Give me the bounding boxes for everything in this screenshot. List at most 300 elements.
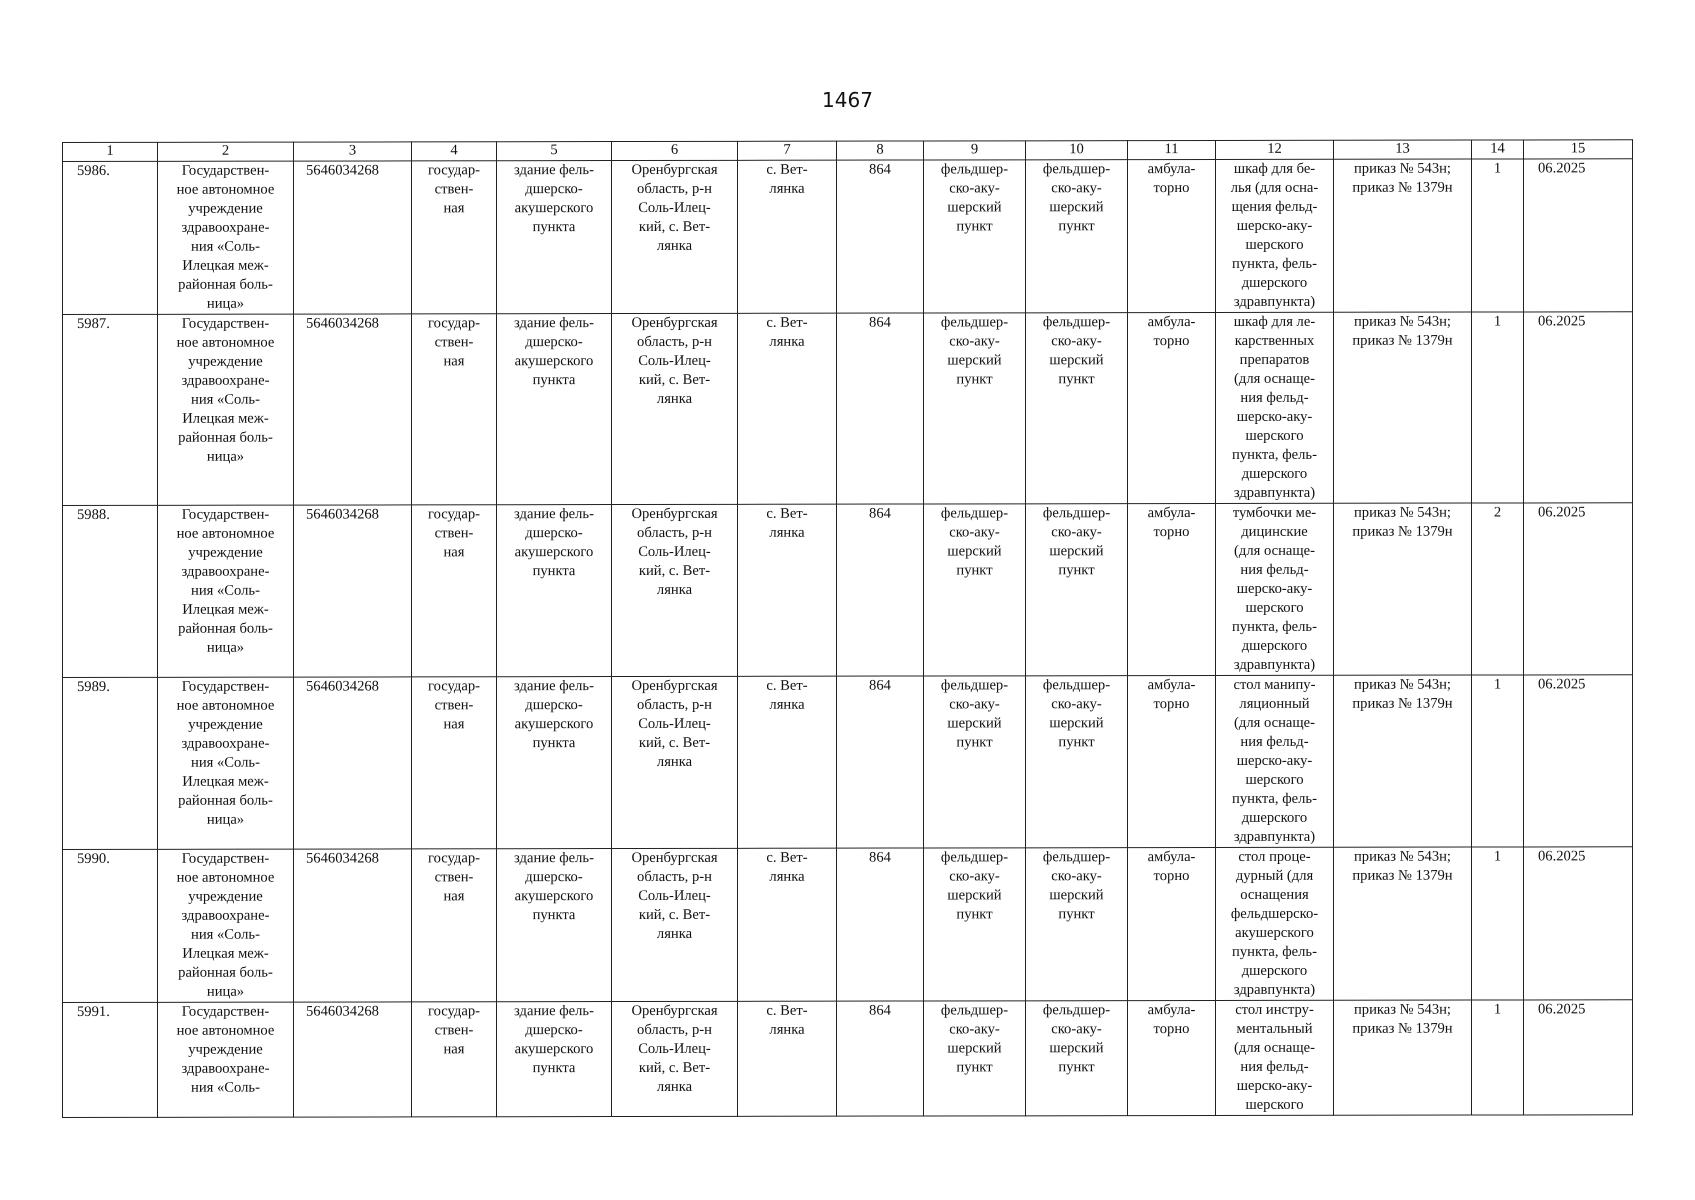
cell-line: государ- [427, 1003, 480, 1020]
ownership-cell [412, 1002, 497, 1117]
settlement-cell [738, 313, 837, 504]
cell-line: дшерско- [525, 869, 583, 886]
cell-line: ное автономное [176, 1022, 275, 1039]
care-form-cell [1128, 312, 1216, 503]
organization-cell [158, 1002, 294, 1117]
cell-line: амбула- [1147, 1002, 1196, 1019]
building-cell [497, 849, 612, 1002]
equipment-cell [1216, 159, 1334, 312]
building-cell [497, 505, 612, 677]
cell-line: ное автономное [176, 869, 275, 886]
ownership-cell [412, 677, 497, 849]
cell-line: ное автономное [176, 697, 275, 714]
cell-line: Илецкая меж- [182, 257, 269, 274]
cell-line: акушерского [514, 716, 594, 733]
cell-line: ная [443, 1041, 465, 1058]
cell-line: ско-аку- [1051, 180, 1102, 197]
inn-cell: 5646034268 [294, 161, 412, 314]
cell-line: ния «Соль- [191, 754, 260, 771]
building-cell [497, 314, 612, 505]
building-cell [497, 677, 612, 849]
cell-line: пункта, фель- [1232, 790, 1317, 807]
cell-line: кий, с. Вет- [638, 562, 711, 579]
cell-line: ствен- [434, 334, 474, 351]
equipment-cell [1216, 1000, 1334, 1115]
table-row [63, 503, 1633, 678]
cell-line: фельдшер- [940, 314, 1009, 331]
cell-line: шерско-аку- [1236, 1077, 1313, 1094]
cell-line: акушерского [514, 353, 594, 370]
cell-line: здравоохране- [181, 735, 270, 752]
facility-subtype-cell [1026, 848, 1128, 1001]
cell-line: ная [443, 544, 465, 561]
facility-type-cell [924, 1001, 1026, 1116]
address-cell [612, 676, 738, 848]
cell-line: ния «Соль- [191, 238, 260, 255]
table-row [63, 675, 1633, 850]
cell-line: пункта, фель- [1232, 255, 1317, 272]
cell-line: ница» [206, 983, 245, 1000]
row-number-cell: 5989. [63, 677, 158, 849]
cell-line: дшерского [1241, 962, 1308, 979]
cell-line: стол проце- [1238, 848, 1311, 865]
facility-type-cell [924, 676, 1026, 848]
cell-line: торно [1153, 868, 1190, 885]
cell-line: дицинские [1241, 523, 1308, 540]
cell-line: с. Вет- [766, 849, 808, 866]
cell-line: здание фель- [514, 1003, 594, 1020]
inn-cell: 5646034268 [294, 314, 412, 505]
cell-line: ния «Соль- [191, 1079, 260, 1096]
cell-line: амбула- [1147, 161, 1196, 178]
cell-line: пункт [956, 371, 993, 388]
order-cell [1334, 1000, 1472, 1115]
care-form-cell [1128, 675, 1216, 847]
cell-line: здравоохране- [181, 372, 270, 389]
column-header: 5 [497, 142, 612, 161]
column-header: 6 [612, 141, 738, 160]
cell-line: ная [443, 353, 465, 370]
cell-line: кий, с. Вет- [638, 1059, 711, 1076]
ownership-cell [412, 505, 497, 677]
cell-line: фельдшер- [1042, 849, 1111, 866]
cell-line: область, р-н [637, 333, 712, 350]
cell-line: Государствен- [181, 162, 270, 179]
cell-line: пункт [1058, 734, 1095, 751]
cell-line: ница» [206, 448, 245, 465]
cell-line: амбула- [1147, 314, 1196, 331]
column-header: 9 [924, 141, 1026, 160]
code-cell: 864 [837, 848, 924, 1001]
quantity-cell: 1 [1472, 1000, 1524, 1115]
cell-line: лянка [769, 696, 805, 713]
cell-line: пункт [956, 1059, 993, 1076]
table-row [63, 159, 1633, 315]
cell-line: ментальный [1236, 1020, 1313, 1037]
cell-line: ско-аку- [949, 524, 1000, 541]
cell-line: торно [1153, 524, 1190, 541]
inn-cell: 5646034268 [294, 1002, 412, 1117]
cell-line: здравпункта) [1233, 981, 1316, 998]
cell-line: пункта, фель- [1232, 446, 1317, 463]
cell-line: Государствен- [181, 850, 270, 867]
facility-subtype-cell [1026, 313, 1128, 504]
cell-line: Оренбургская [631, 161, 718, 179]
cell-line: районная боль- [178, 964, 273, 981]
cell-line: акушерского [514, 200, 594, 217]
cell-line: Оренбургская [631, 849, 718, 867]
cell-line: приказ № 1379н [1352, 1020, 1453, 1037]
cell-line: шкаф для бе- [1233, 160, 1316, 177]
cell-line: Оренбургская [631, 1002, 718, 1020]
quantity-cell: 1 [1472, 159, 1524, 312]
cell-line: шерского [1245, 771, 1304, 788]
cell-line: ско-аку- [1051, 524, 1102, 541]
cell-line: шерского [1245, 427, 1304, 444]
ownership-cell [412, 314, 497, 505]
cell-line: шкаф для ле- [1233, 313, 1316, 330]
cell-line: ния фельд- [1240, 389, 1309, 406]
cell-line: Оренбургская [631, 677, 718, 695]
address-cell [612, 313, 738, 504]
organization-cell [158, 505, 294, 677]
cell-line: ния «Соль- [191, 582, 260, 599]
cell-line: здание фель- [514, 162, 594, 179]
care-form-cell [1128, 503, 1216, 675]
cell-line: здание фель- [514, 315, 594, 332]
cell-line: тумбочки ме- [1232, 504, 1317, 521]
cell-line: шерский [947, 1040, 1002, 1057]
column-header: 13 [1334, 140, 1472, 159]
row-number-cell: 5991. [63, 1002, 158, 1117]
equipment-cell [1216, 312, 1334, 503]
cell-line: ско-аку- [949, 180, 1000, 197]
row-number-cell: 5990. [63, 849, 158, 1002]
settlement-cell [738, 160, 837, 313]
cell-line: учреждение [188, 1041, 263, 1058]
cell-line: ствен- [434, 181, 474, 198]
code-cell: 864 [837, 160, 924, 313]
cell-line: Государствен- [181, 315, 270, 332]
cell-line: кий, с. Вет- [638, 734, 711, 751]
cell-line: шерско-аку- [1236, 408, 1313, 425]
cell-line: ния «Соль- [191, 391, 260, 408]
cell-line: приказ № 1379н [1352, 867, 1453, 884]
facility-subtype-cell [1026, 676, 1128, 848]
ownership-cell [412, 849, 497, 1002]
cell-line: учреждение [188, 716, 263, 733]
cell-line: (для оснаще- [1234, 714, 1315, 731]
order-cell [1334, 312, 1472, 503]
code-cell: 864 [837, 504, 924, 676]
cell-line: ско-аку- [949, 696, 1000, 713]
registry-table-wrapper [62, 139, 1632, 1118]
cell-line: приказ № 543н; [1353, 160, 1451, 177]
column-header: 1 [63, 142, 158, 161]
facility-type-cell [924, 313, 1026, 504]
cell-line: с. Вет- [766, 677, 808, 694]
cell-line: пункта [532, 219, 576, 236]
cell-line: ствен- [434, 1022, 474, 1039]
cell-line: приказ № 1379н [1352, 332, 1453, 349]
cell-line: Соль-Илец- [638, 715, 711, 732]
care-form-cell [1128, 1000, 1216, 1115]
cell-line: фельдшер- [940, 849, 1009, 866]
page-number: 1467 [822, 88, 873, 112]
cell-line: ско-аку- [949, 1021, 1000, 1038]
cell-line: государ- [427, 162, 480, 179]
settlement-cell [738, 848, 837, 1001]
cell-line: дшерского [1241, 465, 1308, 482]
cell-line: лья (для осна- [1230, 179, 1319, 196]
cell-line: Соль-Илец- [638, 887, 711, 904]
organization-cell [158, 161, 294, 314]
quantity-cell: 1 [1472, 847, 1524, 1000]
column-header: 15 [1524, 140, 1633, 159]
facility-subtype-cell [1026, 160, 1128, 313]
cell-line: область, р-н [637, 696, 712, 713]
organization-cell [158, 849, 294, 1002]
cell-line: ско-аку- [949, 868, 1000, 885]
cell-line: препаратов [1239, 351, 1310, 368]
cell-line: приказ № 1379н [1352, 695, 1453, 712]
column-header: 14 [1472, 140, 1524, 159]
cell-line: пункт [956, 562, 993, 579]
cell-line: ное автономное [176, 181, 275, 198]
cell-line: здравоохране- [181, 219, 270, 236]
cell-line: шерский [1049, 543, 1104, 560]
cell-line: фельдшерско- [1230, 905, 1319, 922]
cell-line: область, р-н [637, 524, 712, 541]
cell-line: торно [1153, 333, 1190, 350]
cell-line: ная [443, 716, 465, 733]
cell-line: здание фель- [514, 850, 594, 867]
cell-line: здравоохране- [181, 563, 270, 580]
cell-line: кий, с. Вет- [638, 906, 711, 923]
cell-line: с. Вет- [766, 161, 808, 178]
cell-line: с. Вет- [766, 1002, 808, 1019]
cell-line: фельдшер- [940, 505, 1009, 522]
cell-line: лянка [769, 333, 805, 350]
cell-line: дшерско- [525, 1022, 583, 1039]
equipment-cell [1216, 503, 1334, 675]
cell-line: пункт [1058, 1059, 1095, 1076]
cell-line: шерский [1049, 887, 1104, 904]
cell-line: приказ № 543н; [1353, 676, 1451, 693]
ownership-cell [412, 161, 497, 314]
cell-line: пункта [532, 907, 576, 924]
cell-line: ствен- [434, 525, 474, 542]
cell-line: государ- [427, 506, 480, 523]
cell-line: здание фель- [514, 678, 594, 695]
cell-line: ная [443, 200, 465, 217]
cell-line: лянка [656, 925, 693, 942]
cell-line: дшерского [1241, 274, 1308, 291]
cell-line: здравпункта) [1233, 293, 1316, 310]
cell-line: шерского [1245, 1096, 1304, 1113]
order-cell [1334, 675, 1472, 847]
cell-line: дшерского [1241, 637, 1308, 654]
cell-line: стол инстру- [1235, 1001, 1314, 1018]
cell-line: дурный (для [1235, 867, 1314, 884]
order-cell [1334, 503, 1472, 675]
cell-line: приказ № 1379н [1352, 523, 1453, 540]
cell-line: лянка [656, 581, 693, 598]
cell-line: приказ № 543н; [1353, 1001, 1451, 1018]
column-header: 4 [412, 142, 497, 161]
cell-line: кий, с. Вет- [638, 371, 711, 388]
cell-line: приказ № 543н; [1353, 313, 1451, 330]
cell-line: пункта, фель- [1232, 618, 1317, 635]
cell-line: шерско-аку- [1236, 580, 1313, 597]
cell-line: шерский [1049, 199, 1104, 216]
cell-line: щения фельд- [1231, 198, 1318, 215]
date-cell: 06.2025 [1524, 503, 1633, 675]
cell-line: акушерского [514, 1041, 594, 1058]
cell-line: дшерско- [525, 525, 583, 542]
table-row [63, 1000, 1633, 1118]
cell-line: область, р-н [637, 868, 712, 885]
cell-line: акушерского [514, 544, 594, 561]
cell-line: фельдшер- [1042, 314, 1111, 331]
order-cell [1334, 159, 1472, 312]
cell-line: Илецкая меж- [182, 945, 269, 962]
cell-line: акушерского [514, 888, 594, 905]
cell-line: торно [1153, 180, 1190, 197]
column-header: 8 [837, 141, 924, 160]
cell-line: дшерского [1241, 809, 1308, 826]
address-cell [612, 1001, 738, 1116]
cell-line: здравпункта) [1233, 484, 1316, 501]
address-cell [612, 504, 738, 676]
cell-line: Соль-Илец- [638, 543, 711, 560]
cell-line: шерского [1245, 236, 1304, 253]
cell-line: торно [1153, 1021, 1190, 1038]
cell-line: государ- [427, 315, 480, 332]
column-header: 10 [1026, 141, 1128, 160]
column-header: 2 [158, 142, 294, 161]
facility-subtype-cell [1026, 1001, 1128, 1116]
cell-line: пункт [1058, 371, 1095, 388]
cell-line: лянка [769, 868, 805, 885]
organization-cell [158, 677, 294, 849]
facility-type-cell [924, 504, 1026, 676]
quantity-cell: 1 [1472, 312, 1524, 503]
table-row [63, 312, 1633, 506]
inn-cell: 5646034268 [294, 849, 412, 1002]
code-cell: 864 [837, 313, 924, 504]
code-cell: 864 [837, 1001, 924, 1116]
quantity-cell: 1 [1472, 675, 1524, 847]
cell-line: здравоохране- [181, 1060, 270, 1077]
cell-line: ствен- [434, 697, 474, 714]
cell-line: районная боль- [178, 429, 273, 446]
cell-line: ное автономное [176, 525, 275, 542]
cell-line: дшерско- [525, 181, 583, 198]
registry-table [62, 139, 1633, 1118]
cell-line: ния фельд- [1240, 1058, 1309, 1075]
cell-line: ско-аку- [1051, 696, 1102, 713]
cell-line: амбула- [1147, 849, 1196, 866]
cell-line: пункт [956, 734, 993, 751]
cell-line: ско-аку- [1051, 868, 1102, 885]
column-header: 12 [1216, 140, 1334, 159]
cell-line: ния фельд- [1240, 733, 1309, 750]
cell-line: районная боль- [178, 620, 273, 637]
cell-line: пункта [532, 1060, 576, 1077]
cell-line: лянка [656, 753, 693, 770]
cell-line: государ- [427, 850, 480, 867]
cell-line: фельдшер- [1042, 161, 1111, 178]
cell-line: пункта [532, 372, 576, 389]
cell-line: фельдшер- [940, 161, 1009, 178]
cell-line: приказ № 1379н [1352, 179, 1453, 196]
cell-line: область, р-н [637, 180, 712, 197]
equipment-cell [1216, 847, 1334, 1000]
cell-line: учреждение [188, 544, 263, 561]
cell-line: районная боль- [178, 276, 273, 293]
cell-line: Илецкая меж- [182, 601, 269, 618]
cell-line: пункта, фель- [1232, 943, 1317, 960]
cell-line: Оренбургская [631, 314, 718, 332]
settlement-cell [738, 504, 837, 676]
cell-line: торно [1153, 696, 1190, 713]
cell-line: амбула- [1147, 505, 1196, 522]
column-header: 7 [738, 141, 837, 160]
cell-line: (для оснаще- [1234, 1039, 1315, 1056]
cell-line: лянка [656, 237, 693, 254]
cell-line: Государствен- [181, 1003, 270, 1020]
equipment-cell [1216, 675, 1334, 847]
date-cell: 06.2025 [1524, 675, 1633, 847]
cell-line: с. Вет- [766, 505, 808, 522]
inn-cell: 5646034268 [294, 677, 412, 849]
cell-line: ско-аку- [1051, 1021, 1102, 1038]
row-number-cell: 5986. [63, 161, 158, 314]
cell-line: шерский [947, 887, 1002, 904]
cell-line: государ- [427, 678, 480, 695]
cell-line: акушерского [1235, 924, 1314, 941]
cell-line: шерский [947, 543, 1002, 560]
cell-line: фельдшер- [1042, 677, 1111, 694]
cell-line: с. Вет- [766, 314, 808, 331]
address-cell [612, 848, 738, 1001]
cell-line: Государствен- [181, 678, 270, 695]
cell-line: лянка [656, 1078, 693, 1095]
cell-line: дшерско- [525, 334, 583, 351]
cell-line: пункт [1058, 562, 1095, 579]
column-header: 3 [294, 142, 412, 161]
cell-line: учреждение [188, 200, 263, 217]
cell-line: ница» [206, 295, 245, 312]
code-cell: 864 [837, 676, 924, 848]
cell-line: Оренбургская [631, 505, 718, 523]
cell-line: фельдшер- [940, 677, 1009, 694]
care-form-cell [1128, 847, 1216, 1000]
cell-line: пункт [1058, 906, 1095, 923]
cell-line: шерский [1049, 1040, 1104, 1057]
cell-line: здравоохране- [181, 907, 270, 924]
cell-line: ствен- [434, 869, 474, 886]
date-cell: 06.2025 [1524, 847, 1633, 1000]
cell-line: лянка [656, 390, 693, 407]
inn-cell: 5646034268 [294, 505, 412, 677]
cell-line: фельдшер- [1042, 1002, 1111, 1019]
cell-line: шерский [947, 715, 1002, 732]
cell-line: шерский [947, 199, 1002, 216]
cell-line: здравпункта) [1233, 656, 1316, 673]
cell-line: районная боль- [178, 792, 273, 809]
